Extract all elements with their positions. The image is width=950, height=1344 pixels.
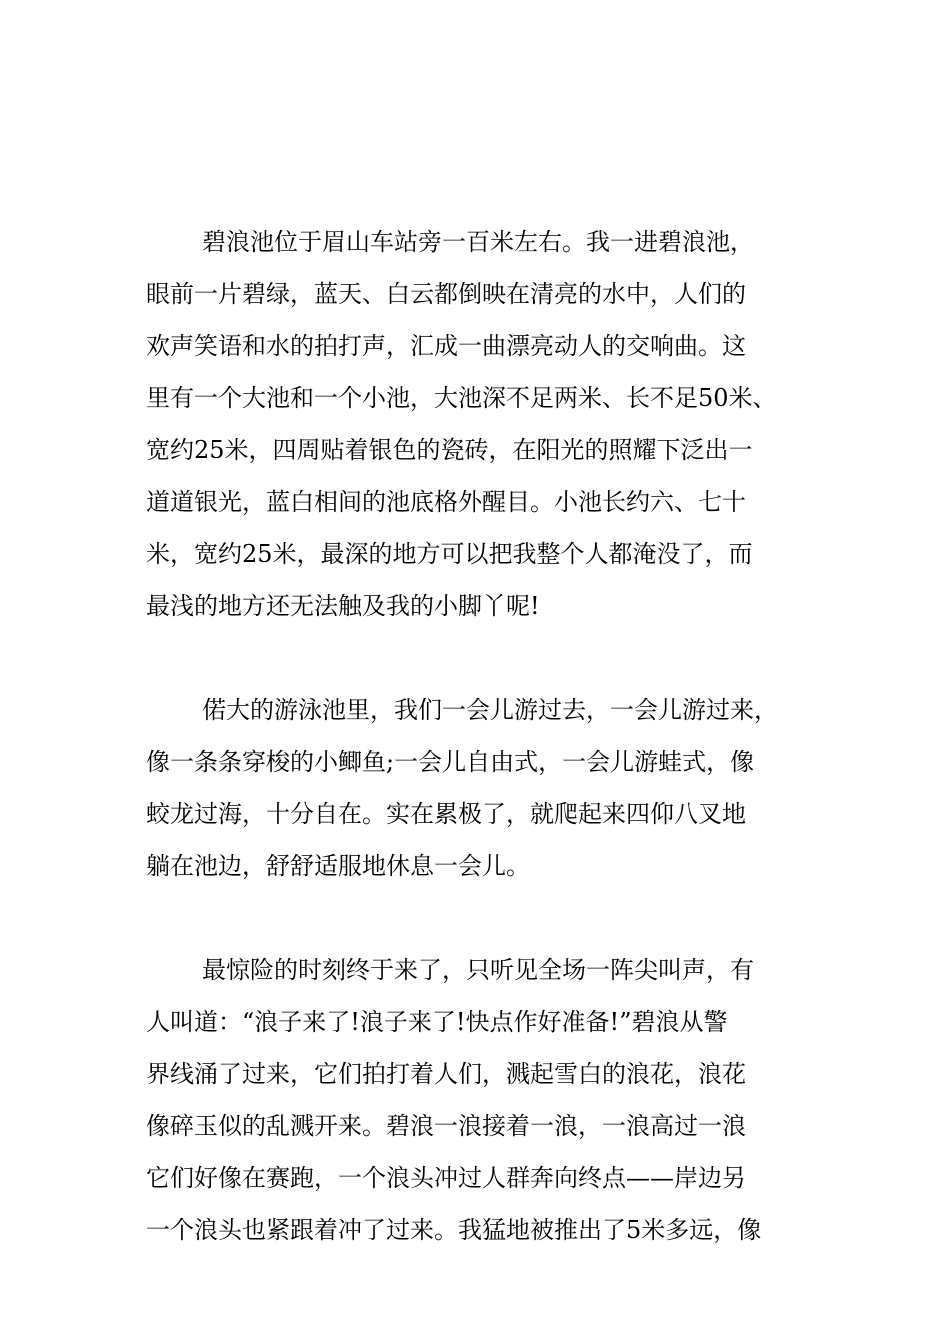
paragraph-2 [146, 684, 836, 892]
paragraph-line: 它们好像在赛跑，一个浪头冲过人群奔向终点——岸边另 [146, 1164, 746, 1192]
paragraph-line: 人叫道：“浪子来了!浪子来了!快点作好准备!”碧浪从警 [146, 1008, 728, 1036]
paragraph-spacer [146, 892, 836, 944]
paragraph-line: 里有一个大池和一个小池，大池深不足两米、长不足50米、 [146, 384, 777, 412]
paragraph-3 [146, 944, 836, 1256]
paragraph-line: 像碎玉似的乱溅开来。碧浪一浪接着一浪，一浪高过一浪 [146, 1112, 746, 1140]
paragraph-line: 最浅的地方还无法触及我的小脚丫呢! [146, 592, 540, 620]
paragraph-line: 躺在池边，舒舒适服地休息一会儿。 [146, 852, 530, 880]
paragraph-line: 偌大的游泳池里，我们一会儿游过去，一会儿游过来， [202, 696, 778, 724]
paragraph-line: 碧浪池位于眉山车站旁一百米左右。我一进碧浪池， [202, 228, 754, 256]
paragraph-line: 欢声笑语和水的拍打声，汇成一曲漂亮动人的交响曲。这 [146, 332, 746, 360]
paragraph-1 [146, 216, 836, 632]
paragraph-line: 蛟龙过海，十分自在。实在累极了，就爬起来四仰八叉地 [146, 800, 746, 828]
paragraph-line: 眼前一片碧绿，蓝天、白云都倒映在清亮的水中，人们的 [146, 280, 746, 308]
document-body [146, 216, 836, 1256]
paragraph-line: 界线涌了过来，它们拍打着人们，溅起雪白的浪花，浪花 [146, 1060, 746, 1088]
paragraph-line: 宽约25米，四周贴着银色的瓷砖，在阳光的照耀下泛出一 [146, 436, 753, 464]
paragraph-line: 像一条条穿梭的小鲫鱼;一会儿自由式，一会儿游蛙式，像 [146, 748, 755, 776]
paragraph-line: 一个浪头也紧跟着冲了过来。我猛地被推出了5米多远，像 [146, 1216, 762, 1244]
paragraph-line: 米，宽约25米，最深的地方可以把我整个人都淹没了，而 [146, 540, 753, 568]
paragraph-line: 道道银光，蓝白相间的池底格外醒目。小池长约六、七十 [146, 488, 746, 516]
paragraph-spacer [146, 632, 836, 684]
paragraph-line: 最惊险的时刻终于来了，只听见全场一阵尖叫声，有 [202, 956, 754, 984]
